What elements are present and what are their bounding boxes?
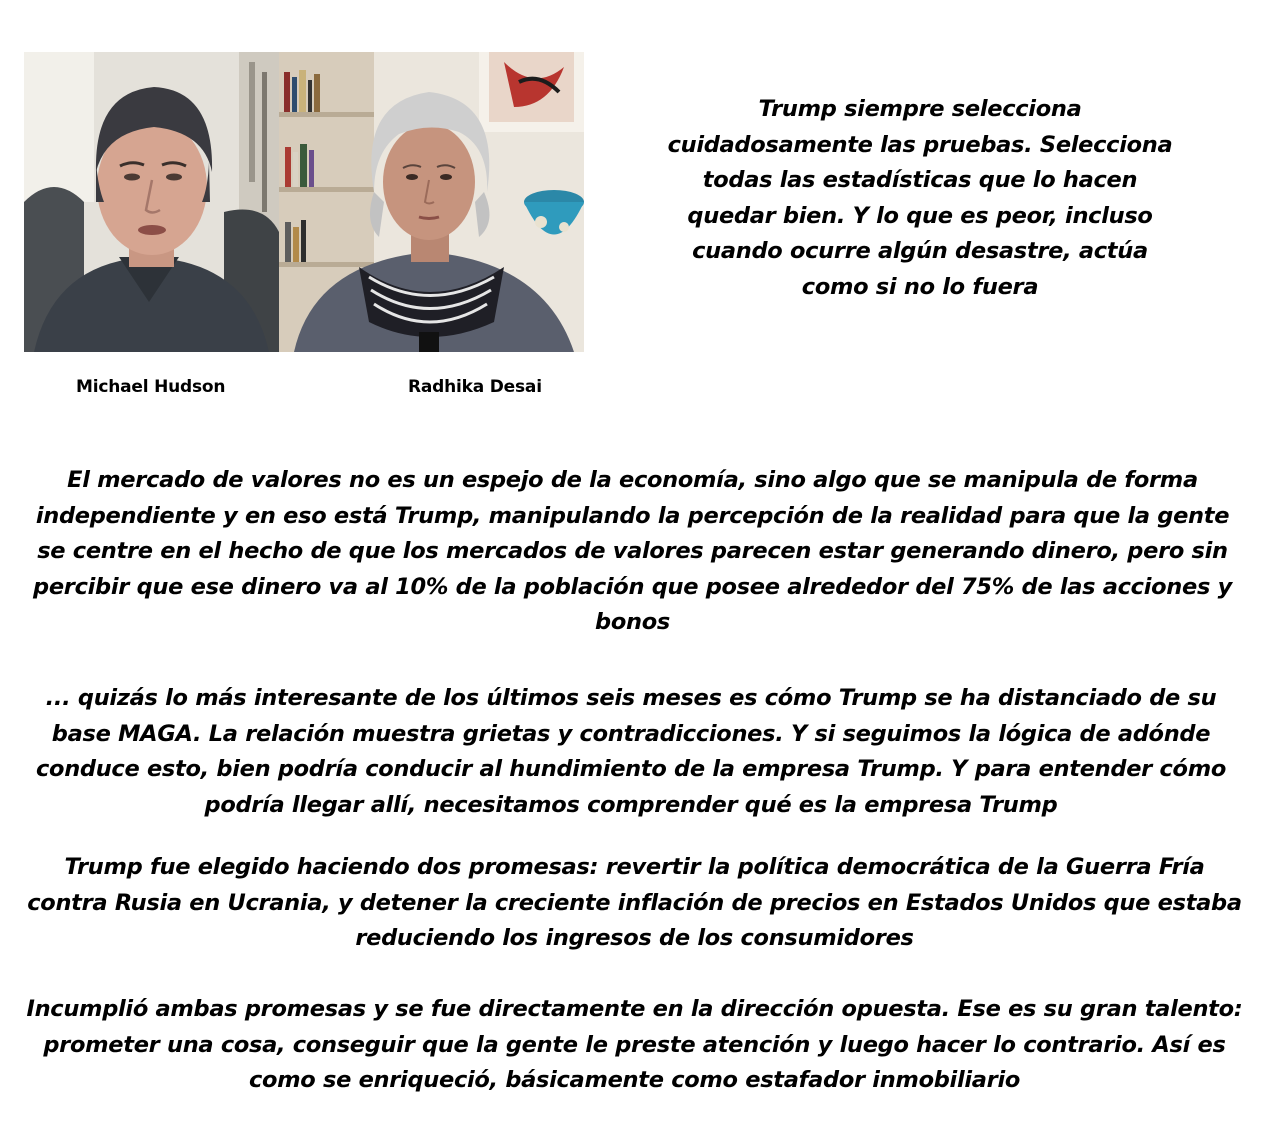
video-screenshot — [24, 52, 584, 352]
speaker-name-left: Michael Hudson — [76, 377, 226, 397]
speaker-panel-right — [279, 52, 584, 352]
speaker-name-right: Radhika Desai — [408, 377, 542, 397]
paragraph-4: Incumplió ambas promesas y se fue directamente en la dirección opuesta. Ese es su gran talento: prometer una cosa, conseguir que la gente le preste atención y luego hacer lo contrario. Así es como se enriqueció, básicamente como estafador inmobiliario — [26, 996, 1243, 1093]
paragraph-1: El mercado de valores no es un espejo de la economía, sino algo que se manipula de forma independiente y en eso está Trump, manipulando la percepción de la realidad para que la gente se centre en el hecho de que los mercados de valores parecen estar generando dinero, pero sin percibir que ese dinero va al 10% de la población que posee alrededor del 75% de las acciones y bonos — [33, 467, 1232, 635]
speaker-panel-left — [24, 52, 279, 352]
paragraph-2: ... quizás lo más interesante de los últimos seis meses es cómo Trump se ha distanciado de su base MAGA. La relación muestra grietas y contradicciones. Y si seguimos la lógica de adónde conduce esto, bien podría conducir al hundimiento de la empresa Trump. Y para entender cómo podría llegar allí, necesitamos comprender qué es la empresa Trump — [36, 685, 1226, 818]
michael-hudson-image — [24, 52, 279, 352]
radhika-desai-image — [279, 52, 584, 352]
top-quote: Trump siempre selecciona cuidadosamente las pruebas. Selecciona todas las estadísticas que lo hacen quedar bien. Y lo que es peor, incluso cuando ocurre algún desastre, actúa como si no lo fuera — [667, 96, 1173, 300]
paragraph-3: Trump fue elegido haciendo dos promesas: revertir la política democrática de la Guerra Fría contra Rusia en Ucrania, y detener la creciente inflación de precios en Estados Unidos que estaba reduciendo los ingresos de los consumidores — [27, 854, 1242, 951]
